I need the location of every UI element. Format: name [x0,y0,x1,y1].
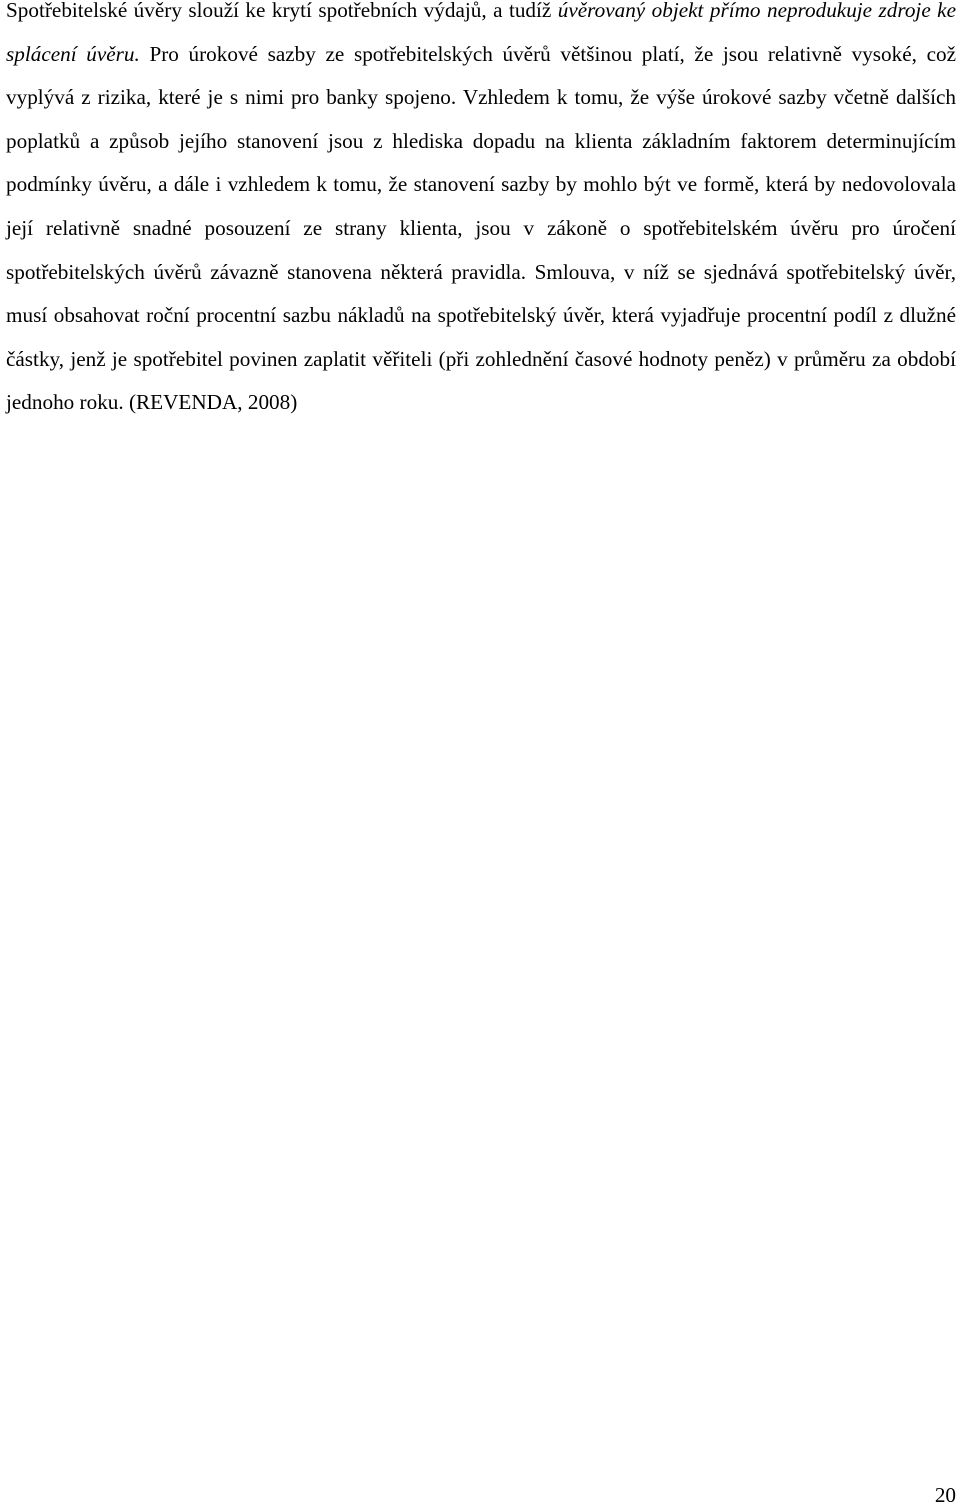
paragraph-intro: Spotřebitelské úvěry slouží ke krytí spotřebních výdajů, a tudíž [6,0,558,22]
paragraph-intro-italic: úvěrovaný objekt přímo neprodukuje zdroje ke splácení úvěru. [6,0,956,66]
body-paragraph [6,0,956,425]
paragraph-body: Pro úrokové sazby ze spotřebitelských úvěrů většinou platí, že jsou relativně vysoké, což vyplývá z rizika, které je s nimi pro banky spojeno. Vzhledem k tomu, že výše úrokové sazby včetně dalších poplatků a způsob jejího stanovení jsou z hlediska dopadu na klienta základním faktorem determinujícím podmínky úvěru, a dále i vzhledem k tomu, že stanovení sazby by mohlo být ve formě, která by nedovolovala její relativně snadné posouzení ze strany klienta, jsou v zákoně o spotřebitelském úvěru pro úročení spotřebitelských úvěrů závazně stanovena některá pravidla. Smlouva, v níž se sjednává spotřebitelský úvěr, musí obsahovat roční procentní sazbu nákladů na spotřebitelský úvěr, která vyjadřuje procentní podíl z dlužné částky, jenž je spotřebitel povinen zaplatit věřiteli (při zohlednění časové hodnoty peněz) v průměru za období jednoho roku. (REVENDA, 2008) [6,41,956,415]
page-number: 20 [934,1483,956,1507]
